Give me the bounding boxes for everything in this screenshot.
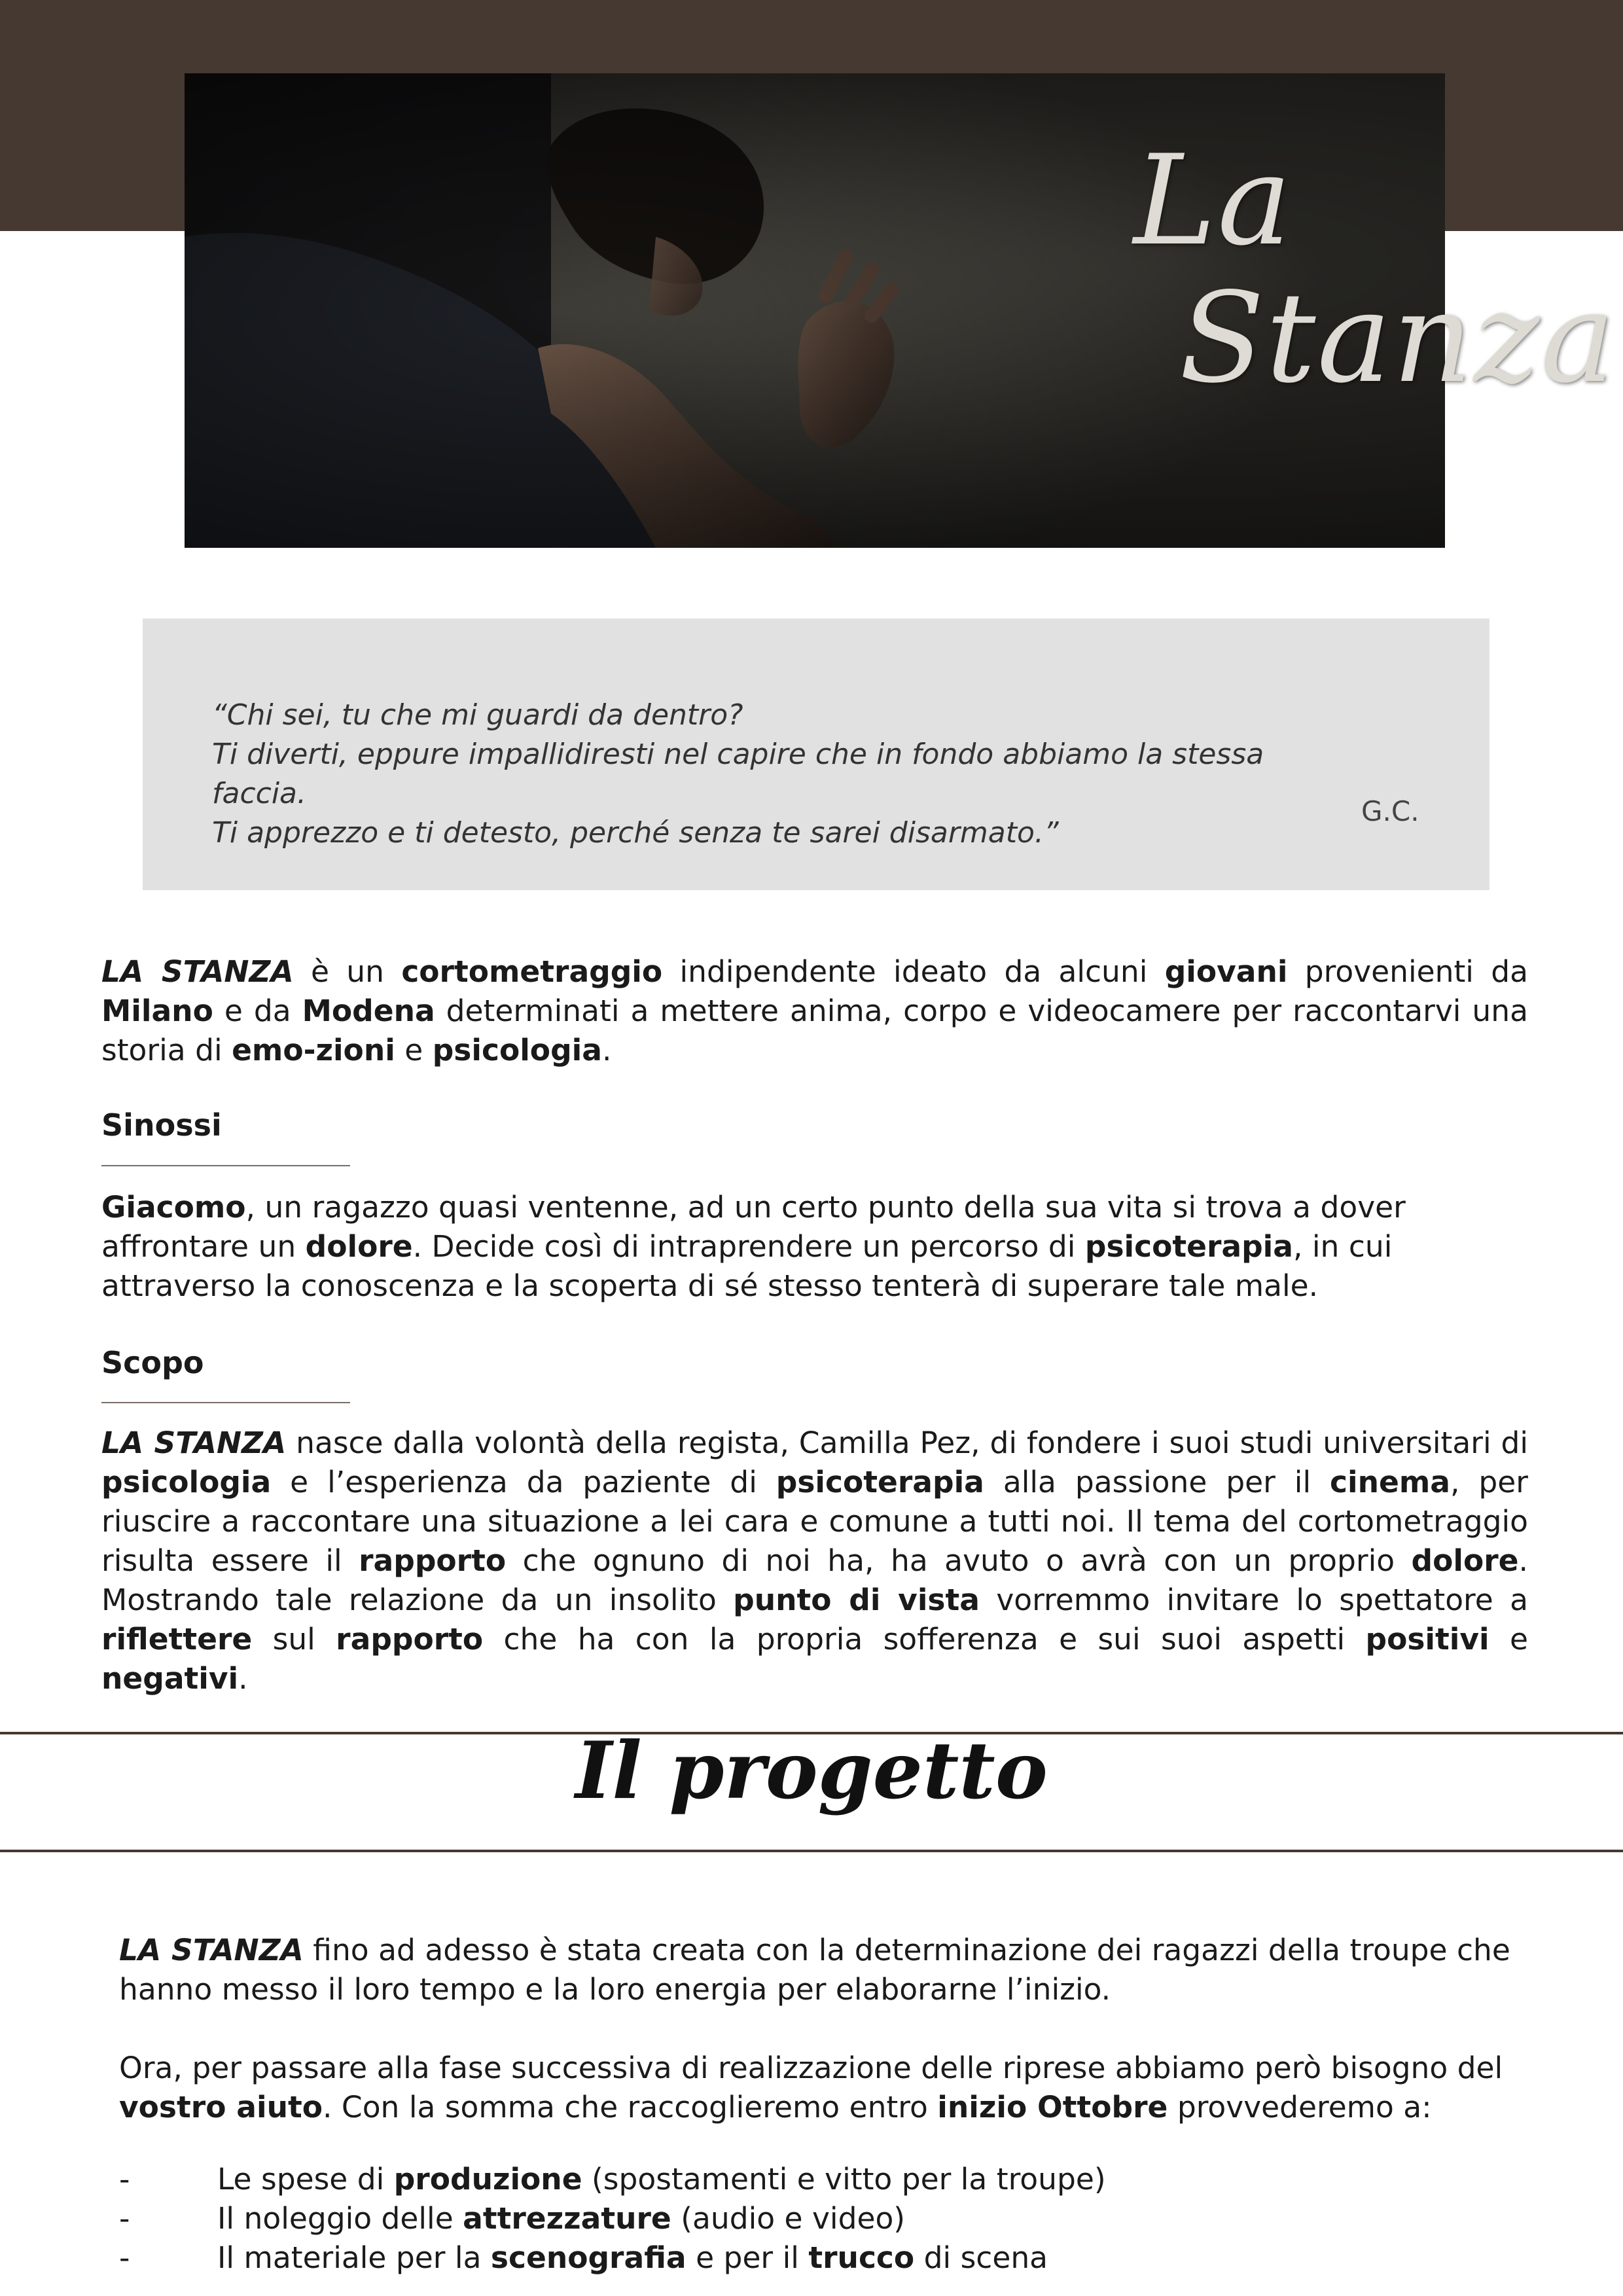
progetto-paragraph-2 [119,2049,1546,2127]
intro-paragraph [101,952,1528,1070]
bold-italic-text: LA STANZA [101,1426,287,1460]
list-dash: - [119,2162,130,2197]
text: . Decide così di intraprendere un percorso di [412,1229,1085,1264]
quote-line: Ti apprezzo e ti detesto, perché senza te sarei disarmato.” [212,816,1059,850]
text: e l’esperienza da paziente di [271,1465,776,1499]
bold-text: attrezzature [463,2201,671,2236]
bold-text: psicoterapia [776,1465,984,1499]
bold-text: punto di vista [733,1583,980,1617]
text: (audio e video) [671,2201,906,2236]
text: indipendente ideato da alcuni [662,954,1165,989]
progetto-rule-bottom [0,1850,1623,1852]
bold-text: Modena [302,994,435,1028]
quote-text [212,696,1357,853]
sinossi-heading: Sinossi [101,1107,222,1143]
text: . [238,1661,248,1696]
sinossi-rule [101,1165,350,1166]
text: (spostamenti e vitto per la troupe) [582,2162,1106,2197]
text: Ora, per passare alla fase successiva di realizzazione delle riprese abbiamo però bisogno del [119,2051,1503,2085]
text: Il noleggio delle [217,2201,463,2236]
bold-text: psicoterapia [1084,1229,1293,1264]
quote-line: “Chi sei, tu che mi guardi da dentro? [212,698,743,732]
progetto-paragraph-1 [119,1931,1546,2009]
text: e da [213,994,302,1028]
list-dash: - [119,2201,130,2236]
text: di scena [914,2240,1048,2275]
text: fino ad adesso è stata creata con la determinazione dei ragazzi della troupe che hanno messo il loro tempo e la loro energia per elaborarne l’inizio. [119,1933,1510,2007]
text: provvederemo a: [1168,2090,1432,2125]
text: sul [252,1622,336,1657]
text: e [395,1033,433,1067]
bold-text: Giacomo [101,1190,246,1225]
text: nasce dalla volontà della regista, Camilla Pez, di fondere i suoi studi universitari di [286,1426,1528,1460]
text: , per riuscire a raccontare una situazione a lei cara e comune a tutti noi. Il tema del cortometraggio risulta essere il [101,1465,1528,1578]
text: che ha con la propria sofferenza e sui suoi aspetti [483,1622,1366,1657]
scopo-heading: Scopo [101,1345,204,1380]
text: determinati a mettere anima, corpo e videocamere per raccontarvi una storia di [101,994,1528,1067]
bold-text: cortometraggio [401,954,663,989]
sinossi-paragraph [101,1188,1528,1306]
text: , un ragazzo quasi ventenne, ad un certo punto della sua vita si trova a dover affrontare un [101,1190,1406,1264]
bold-italic-text: LA STANZA [119,1933,304,1967]
bold-text: produzione [393,2162,582,2197]
bold-text: rapporto [336,1622,484,1657]
list-item [119,2238,1106,2278]
bold-text: rapporto [359,1543,507,1578]
bold-text: dolore [305,1229,413,1264]
bold-text: dolore [1411,1543,1519,1578]
bold-text: inizio Ottobre [937,2090,1168,2125]
bold-text: riflettere [101,1622,253,1657]
text: vorremmo invitare lo spettatore a [979,1583,1528,1617]
list-item [119,2160,1106,2199]
quote-box [143,619,1489,890]
text: e [1489,1622,1528,1657]
list-item [119,2199,1106,2238]
hero-title [1133,128,1616,410]
text: . Mostrando tale relazione da un insolito [101,1543,1528,1617]
bold-text: emo-zioni [232,1033,395,1067]
bold-text: vostro aiuto [119,2090,323,2125]
text: alla passione per il [984,1465,1330,1499]
bold-text: cinema [1330,1465,1450,1499]
list-dash: - [119,2240,130,2275]
text: Il materiale per la [217,2240,491,2275]
bold-text: positivi [1365,1622,1489,1657]
progetto-title: Il progetto [575,1725,1048,1817]
bold-text: negativi [101,1661,239,1696]
bold-text: giovani [1164,954,1288,989]
funding-list [119,2160,1106,2278]
text: . [601,1033,612,1067]
bold-text: psicologia [101,1465,272,1499]
intro-title: LA STANZA [101,954,294,989]
bold-text: Milano [101,994,213,1028]
text: . Con la somma che raccoglieremo entro [323,2090,938,2125]
scopo-rule [101,1402,350,1403]
text: , in cui attraverso la conoscenza e la scoperta di sé stesso tenterà di superare tale male. [101,1229,1393,1303]
bold-text: scenografia [490,2240,687,2275]
text: che ognuno di noi ha, ha avuto o avrà con un proprio [506,1543,1412,1578]
scopo-paragraph [101,1424,1528,1698]
hero-title-line1: La [1133,128,1293,273]
text: Le spese di [217,2162,394,2197]
text: è un [293,954,402,989]
text: provenienti da [1287,954,1529,989]
bold-text: psicologia [432,1033,602,1067]
quote-signature: G.C. [1361,795,1419,827]
hero-title-line2: Stanza [1179,266,1616,410]
bold-text: trucco [808,2240,915,2275]
text: e per il [686,2240,809,2275]
hero-banner [185,73,1616,548]
quote-line: Ti diverti, eppure impallidiresti nel capire che in fondo abbiamo la stessa faccia. [212,738,1264,810]
